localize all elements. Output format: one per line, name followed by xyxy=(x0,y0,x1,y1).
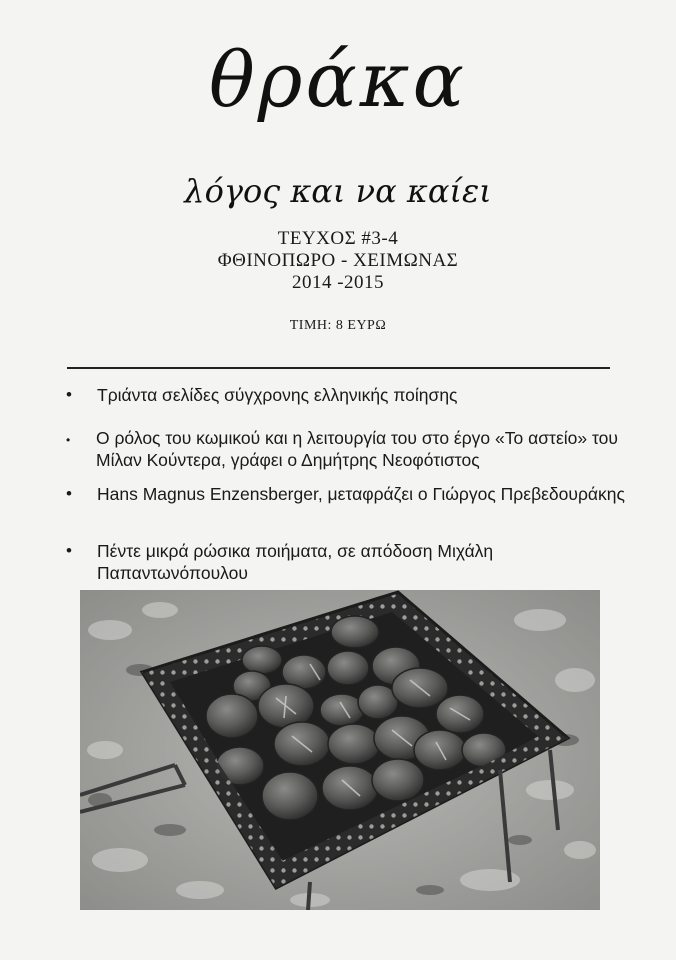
list-item xyxy=(66,540,626,584)
list-item xyxy=(66,384,626,406)
price-label: ΤΙΜΗ: 8 ΕΥΡΩ xyxy=(289,318,387,333)
issue-season: ΦΘΙΝΟΠΩΡΟ - ΧΕΙΜΩΝΑΣ xyxy=(217,250,459,271)
list-item xyxy=(66,483,626,505)
magazine-title: θράκα xyxy=(209,35,467,124)
list-item xyxy=(63,427,633,471)
bullet-icon: • xyxy=(66,433,71,447)
list-item-text: Πέντε μικρά ρώσικα ποιήματα, σε απόδοση Μιχάλη Παπαντωνόπουλου xyxy=(97,541,494,583)
issue-years: 2014 -2015 xyxy=(291,272,385,293)
divider-line xyxy=(67,367,610,369)
bullet-icon: • xyxy=(66,484,72,503)
issue-number: ΤΕΥΧΟΣ #3-4 xyxy=(277,228,399,249)
magazine-subtitle: λόγος και να καίει xyxy=(184,172,492,210)
list-item-text: Hans Magnus Enzensberger, μεταφράζει ο Γιώργος Πρεβεδουράκης xyxy=(97,484,625,504)
issue-info xyxy=(0,228,676,294)
list-item-text: Τριάντα σελίδες σύγχρονης ελληνικής ποίησης xyxy=(97,385,458,405)
list-item-text: Ο ρόλος του κωμικού και η λειτουργία του στο έργο «Το αστείο» του Μίλαν Κούντερα, γράφει ο Δημήτρης Νεοφότιστος xyxy=(96,428,618,470)
bullet-icon: • xyxy=(66,385,72,404)
bullet-icon: • xyxy=(66,541,72,560)
chestnut-roasting-photo xyxy=(80,590,600,910)
